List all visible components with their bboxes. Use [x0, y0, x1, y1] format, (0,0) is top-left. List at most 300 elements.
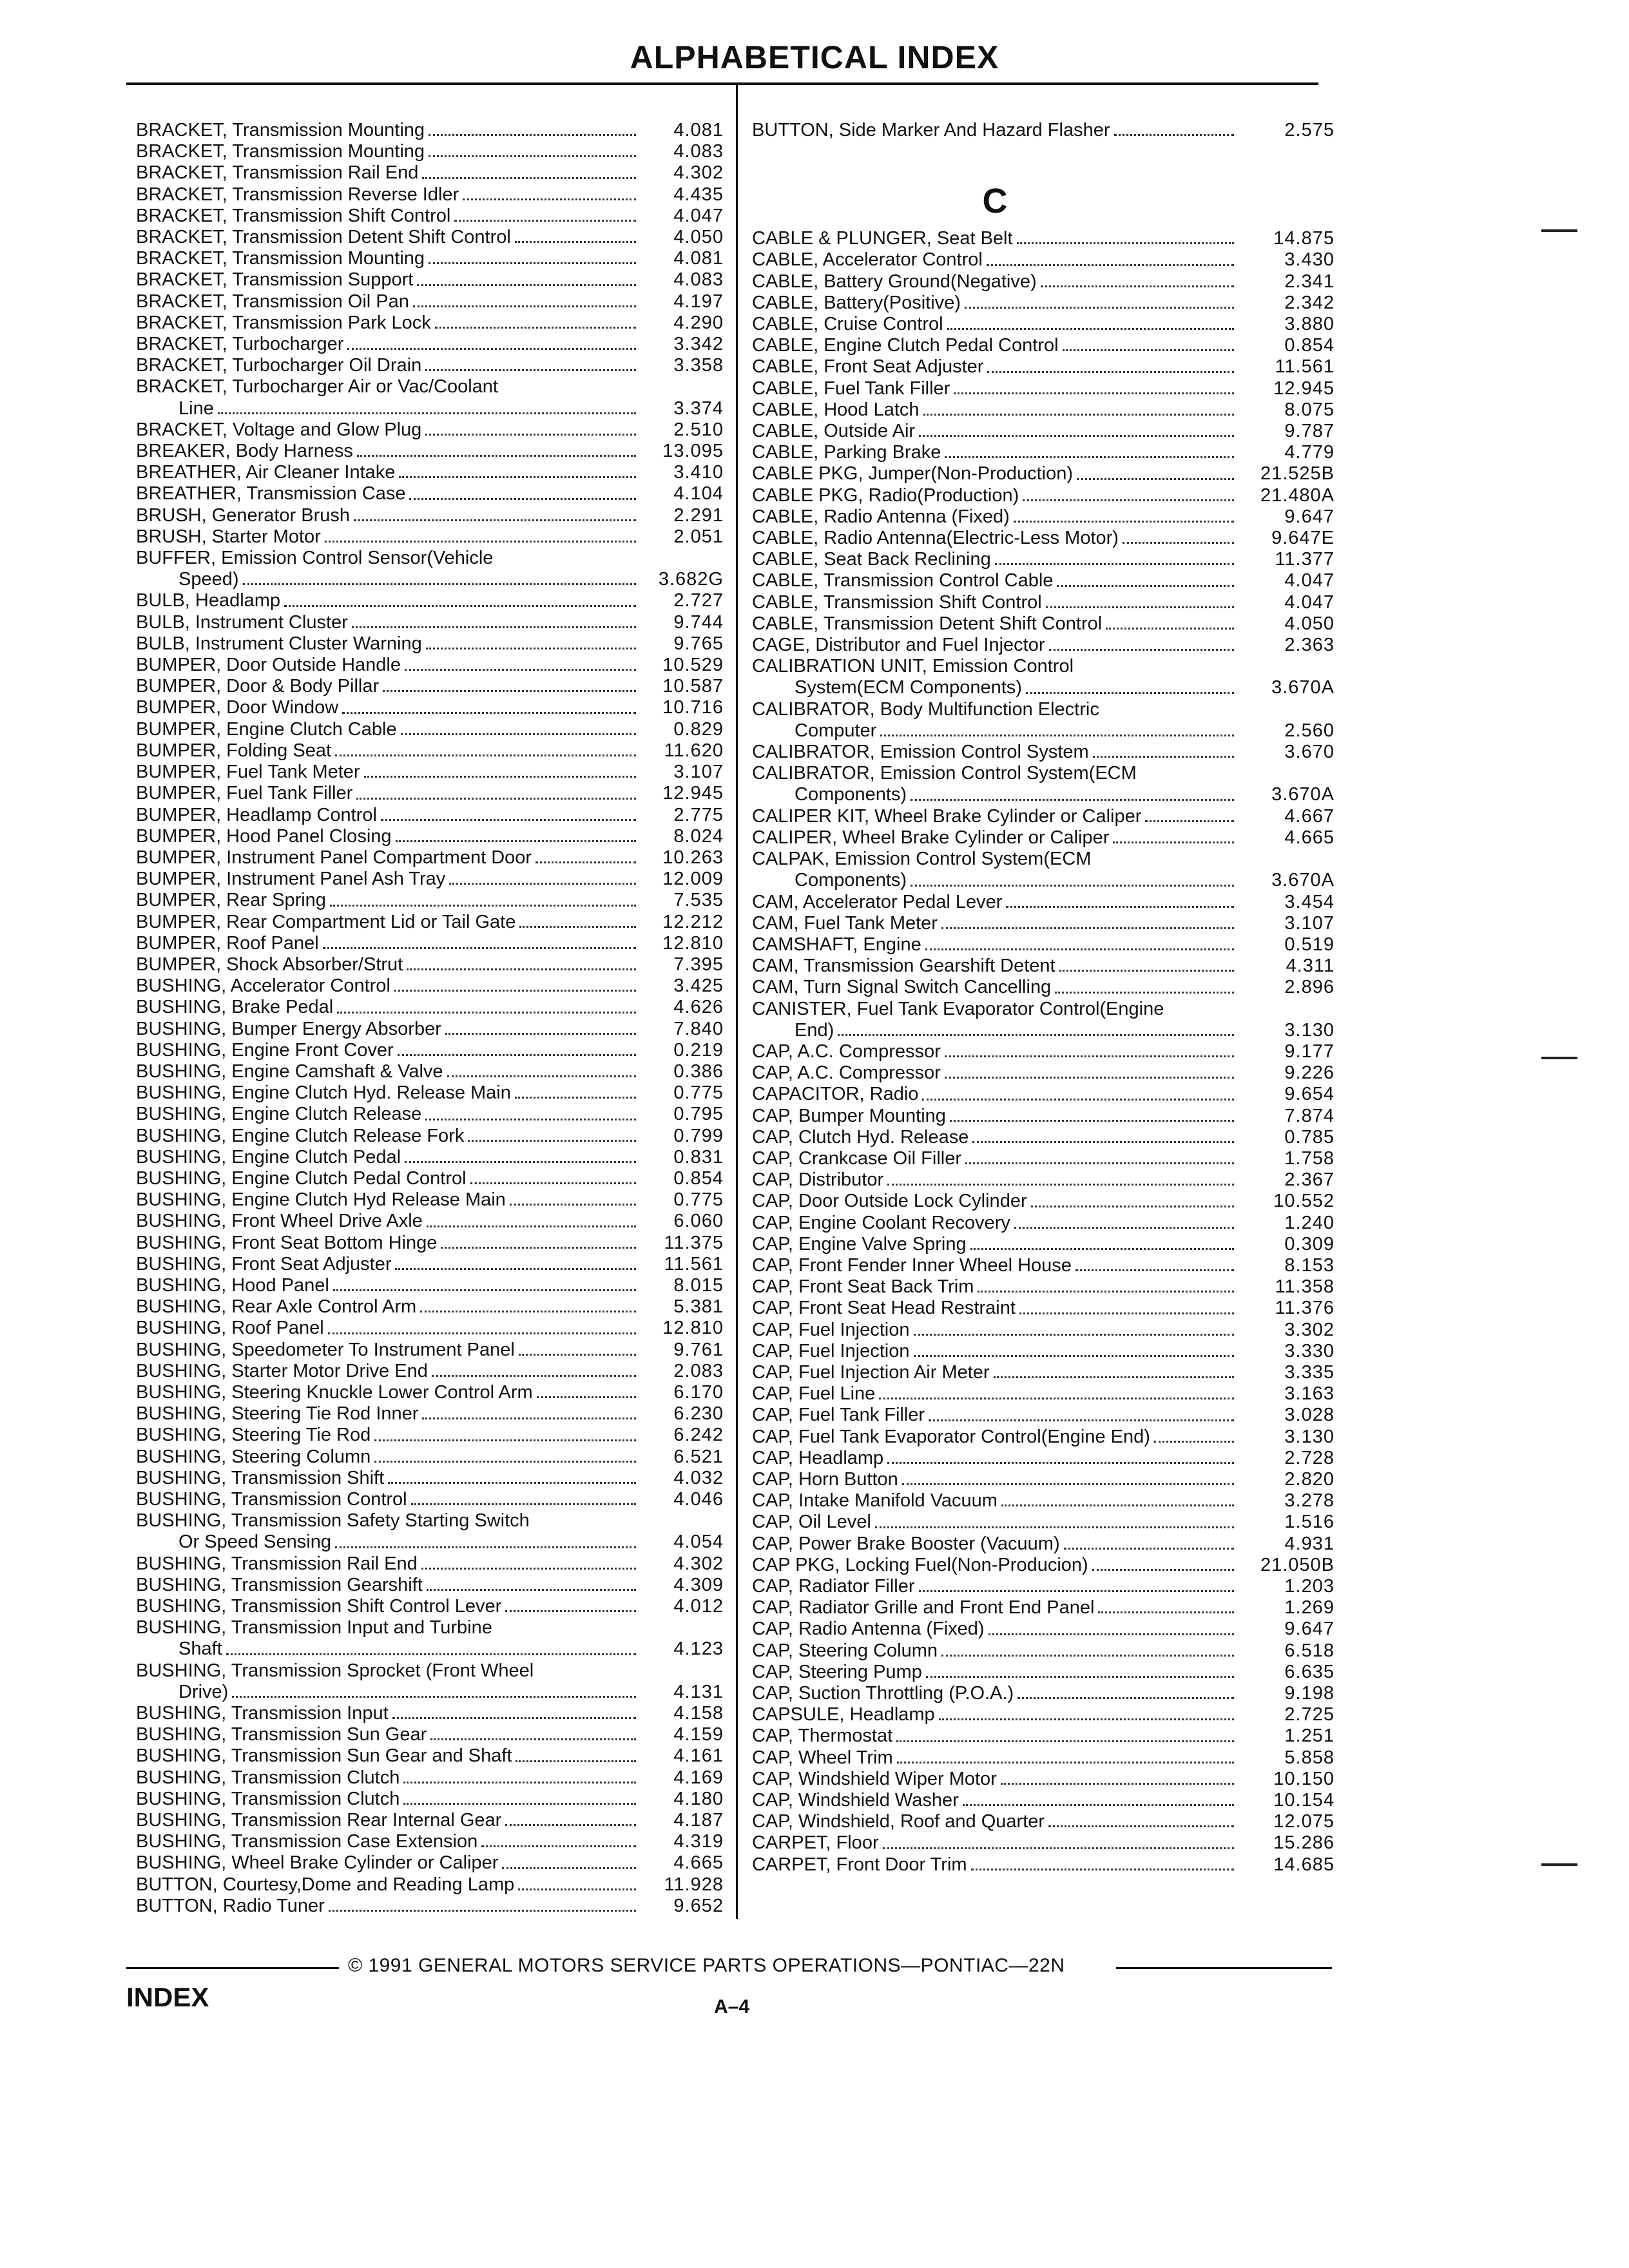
index-entry-page: 4.159	[673, 1724, 724, 1745]
dot-leader	[963, 1804, 1234, 1806]
index-entry	[752, 1662, 1335, 1683]
dot-leader	[356, 798, 636, 800]
index-entry-name: BUSHING, Steering Column	[136, 1446, 371, 1467]
index-entry	[752, 1298, 1335, 1319]
index-entry-name: CAP, Radiator Filler	[752, 1576, 915, 1597]
index-entry-page: 11.561	[664, 1253, 724, 1274]
dot-leader	[427, 1225, 636, 1227]
dot-leader	[426, 648, 636, 649]
dot-leader	[425, 434, 636, 436]
index-entry-page: 9.761	[673, 1339, 724, 1360]
index-entry	[136, 1318, 724, 1339]
index-entry-name: BUSHING, Steering Tie Rod	[136, 1425, 371, 1446]
index-entry-name: BRACKET, Turbocharger Air or Vac/Coolant	[136, 376, 498, 398]
dot-leader	[352, 626, 636, 628]
dot-leader	[1019, 1312, 1234, 1314]
index-entry	[752, 1790, 1335, 1811]
index-entry-name: CAP, Steering Pump	[752, 1661, 922, 1682]
index-entry	[136, 462, 724, 483]
index-entry	[752, 913, 1335, 934]
index-entry	[752, 1062, 1335, 1084]
dot-leader	[218, 412, 636, 414]
index-entry	[752, 1341, 1335, 1362]
dot-leader	[413, 305, 636, 307]
index-entry	[136, 162, 724, 184]
index-entry-page: 11.358	[1275, 1276, 1335, 1298]
index-entry	[752, 528, 1335, 549]
index-entry-page: 4.319	[673, 1831, 724, 1852]
index-entry-page: 0.795	[673, 1104, 724, 1125]
index-entry	[136, 291, 724, 312]
index-entry-name: CAP, Radiator Grille and Front End Panel	[752, 1597, 1095, 1619]
index-entry	[752, 1191, 1335, 1212]
index-entry-page: 3.410	[673, 462, 724, 483]
index-entry	[752, 1747, 1335, 1769]
index-entry-page: 0.309	[1284, 1233, 1335, 1254]
index-entry	[752, 1169, 1335, 1191]
dot-leader	[887, 1184, 1234, 1186]
index-entry-page: 4.158	[673, 1703, 724, 1724]
index-entry-name: BRACKET, Transmission Support	[136, 269, 414, 291]
index-entry-page: 4.311	[1286, 956, 1335, 977]
dot-leader	[1064, 1548, 1234, 1550]
dot-leader	[243, 583, 636, 585]
index-entry-page: 9.647	[1284, 506, 1335, 527]
index-entry-page: 8.075	[1284, 399, 1335, 420]
dot-leader	[1014, 521, 1234, 523]
index-entry	[752, 613, 1335, 635]
index-entry-name: CALIBRATOR, Emission Control System(ECM	[752, 763, 1137, 784]
index-entry-name: BUSHING, Steering Tie Rod Inner	[136, 1403, 419, 1425]
index-entry-page: 8.015	[673, 1274, 724, 1296]
dot-leader	[1154, 1441, 1234, 1443]
index-entry	[136, 1275, 724, 1296]
index-entry	[752, 1383, 1335, 1405]
dot-leader	[435, 327, 636, 329]
dot-leader	[420, 1311, 636, 1312]
index-entry-page: 3.670	[1284, 742, 1335, 763]
dot-leader	[425, 1119, 636, 1120]
margin-tick-mark	[1541, 1057, 1577, 1059]
index-entry-page: 7.874	[1284, 1105, 1335, 1126]
index-entry-name: CAP, Front Fender Inner Wheel House	[752, 1254, 1072, 1276]
index-entry-name: BUSHING, Wheel Brake Cylinder or Caliper	[136, 1852, 499, 1874]
index-entry-page: 3.342	[673, 334, 724, 355]
index-entry	[136, 419, 724, 441]
index-entry-page: 3.130	[1284, 1019, 1335, 1041]
index-entry-page: 6.170	[673, 1381, 724, 1403]
index-entry-page: 5.858	[1284, 1747, 1335, 1768]
dot-leader	[328, 1332, 636, 1334]
index-entry	[136, 1596, 724, 1617]
dot-leader	[1098, 1611, 1234, 1613]
dot-leader	[502, 1867, 636, 1869]
index-entry-page: 1.516	[1284, 1512, 1335, 1533]
index-entry-name: BRACKET, Transmission Park Lock	[136, 312, 431, 333]
dot-leader	[941, 927, 1234, 929]
index-entry	[752, 271, 1335, 293]
index-entry-name: BUSHING, Speedometer To Instrument Panel	[136, 1339, 515, 1360]
index-entry-name: BUSHING, Hood Panel	[136, 1274, 329, 1296]
index-entry-page: 4.047	[1284, 591, 1335, 613]
index-entry-name: BUMPER, Hood Panel Closing	[136, 825, 392, 847]
index-entry	[752, 827, 1335, 849]
dot-leader	[481, 1845, 636, 1847]
index-entry	[136, 1361, 724, 1382]
index-entry-page: 1.269	[1284, 1597, 1335, 1619]
index-entry-page: 9.765	[673, 633, 724, 654]
index-entry-name: CAP, Fuel Tank Evaporator Control(Engine End)	[752, 1426, 1150, 1447]
index-entry-page: 0.854	[1284, 335, 1335, 356]
index-entry-page: 6.060	[673, 1211, 724, 1232]
index-entry	[752, 1854, 1335, 1876]
index-entry-page: 4.012	[673, 1596, 724, 1617]
dot-leader	[1017, 242, 1234, 244]
dot-leader	[335, 754, 636, 756]
index-entry-name: CABLE, Fuel Tank Filler	[752, 378, 950, 399]
index-entry	[136, 954, 724, 975]
index-entry-page: 4.050	[1284, 613, 1335, 634]
dot-leader	[945, 1055, 1234, 1057]
index-entry-page: 1.240	[1284, 1212, 1335, 1233]
index-entry-name: BUSHING, Engine Clutch Hyd. Release Main	[136, 1082, 511, 1104]
index-entry-page: 0.219	[673, 1039, 724, 1061]
index-entry	[752, 1725, 1335, 1747]
index-entry-name: CAMSHAFT, Engine	[752, 934, 921, 955]
index-entry	[752, 870, 1335, 891]
index-entry-page: 10.552	[1273, 1191, 1335, 1212]
index-entry-name: BUSHING, Engine Clutch Hyd Release Main	[136, 1189, 506, 1211]
index-entry-name: BUSHING, Transmission Shift Control Lever	[136, 1596, 502, 1617]
index-entry-name: CALIPER KIT, Wheel Brake Cylinder or Caliper	[752, 805, 1142, 827]
index-entry-name: CAP, Fuel Injection	[752, 1319, 910, 1340]
index-entry-name: CAP, Fuel Tank Filler	[752, 1405, 925, 1426]
dot-leader	[429, 262, 636, 264]
index-entry	[136, 355, 724, 376]
index-entry-name: CABLE & PLUNGER, Seat Belt	[752, 228, 1013, 249]
index-entry-page: 2.363	[1284, 635, 1335, 656]
index-entry-name: BRACKET, Transmission Mounting	[136, 120, 425, 140]
index-entry-page: 4.047	[673, 205, 724, 226]
dot-leader	[333, 1289, 636, 1291]
index-entry-page: 11.928	[664, 1874, 724, 1895]
index-entry-name: BUSHING, Front Seat Bottom Hinge	[136, 1232, 438, 1253]
index-entry-name: Speed)	[178, 569, 239, 590]
index-entry-name: BUSHING, Brake Pedal	[136, 997, 334, 1018]
index-entry-page: 4.081	[673, 120, 724, 140]
index-entry-name: CABLE, Transmission Detent Shift Control	[752, 613, 1103, 634]
index-entry-name: CARPET, Front Door Trim	[752, 1854, 967, 1875]
dot-leader	[879, 1398, 1234, 1399]
index-entry	[752, 956, 1335, 977]
index-entry	[752, 1469, 1335, 1490]
index-entry-name: BREAKER, Body Harness	[136, 441, 353, 462]
index-entry-name: BUSHING, Transmission Sun Gear and Shaft	[136, 1745, 512, 1767]
index-entry-name: CALIBRATION UNIT, Emission Control	[752, 656, 1074, 677]
index-entry-name: Drive)	[178, 1681, 229, 1702]
dot-leader	[364, 776, 636, 778]
index-entry-page: 12.009	[662, 869, 724, 890]
dot-leader	[445, 1033, 636, 1035]
dot-leader	[383, 690, 636, 692]
index-entry-page: 3.107	[1284, 912, 1335, 934]
dot-leader	[978, 1291, 1234, 1293]
dot-leader	[535, 861, 636, 863]
dot-leader	[1001, 1783, 1234, 1785]
index-entry-name: BUSHING, Transmission Case Extension	[136, 1831, 478, 1852]
index-entry	[136, 975, 724, 997]
index-entry	[752, 1127, 1335, 1148]
index-entry	[136, 1019, 724, 1040]
index-entry-name: BUSHING, Bumper Energy Absorber	[136, 1018, 441, 1039]
index-entry-name: Computer	[795, 720, 877, 741]
index-entry	[752, 314, 1335, 335]
index-entry-page: 9.647	[1284, 1619, 1335, 1640]
index-entry-page: 0.775	[673, 1189, 724, 1211]
index-entry	[136, 248, 724, 269]
index-entry-page: 3.670A	[1271, 784, 1335, 805]
index-entry-page: 9.226	[1284, 1062, 1335, 1084]
index-entry	[136, 1061, 724, 1082]
dot-leader	[411, 1503, 636, 1505]
index-entry	[136, 334, 724, 355]
dot-leader	[972, 1141, 1234, 1143]
index-entry	[136, 1189, 724, 1211]
index-entry	[136, 1082, 724, 1104]
index-entry-name: BRUSH, Generator Brush	[136, 505, 351, 526]
index-entry	[136, 1682, 724, 1703]
index-entry-page: 11.376	[1275, 1298, 1335, 1319]
index-entry-name: CABLE, Battery(Positive)	[752, 292, 961, 313]
index-entry	[752, 1555, 1335, 1576]
index-entry-name: End)	[795, 1019, 834, 1041]
index-entry-name: BUTTON, Radio Tuner	[136, 1895, 325, 1916]
index-entry-page: 21.050B	[1260, 1554, 1335, 1575]
index-entry-page: 9.652	[673, 1895, 724, 1916]
right-index-list	[752, 228, 1335, 1876]
index-entry-name: CAP, Headlamp	[752, 1447, 884, 1468]
dot-leader	[987, 371, 1234, 373]
index-entry	[752, 763, 1335, 784]
index-entry	[136, 1468, 724, 1489]
index-entry-page: 4.169	[673, 1767, 724, 1788]
dot-leader	[417, 284, 636, 286]
index-entry	[136, 141, 724, 162]
dot-leader	[929, 1419, 1234, 1421]
index-entry-name: BUSHING, Transmission Gearshift	[136, 1574, 423, 1595]
index-entry	[136, 312, 724, 334]
index-entry-page: 4.083	[673, 269, 724, 291]
index-entry	[752, 293, 1335, 314]
index-entry-name: Components)	[795, 870, 907, 891]
index-entry	[752, 1255, 1335, 1276]
index-entry-page: 9.787	[1284, 421, 1335, 442]
dot-leader	[463, 198, 636, 200]
index-entry	[752, 1769, 1335, 1790]
index-entry-name: BUSHING, Transmission Sun Gear	[136, 1724, 427, 1745]
page-title: ALPHABETICAL INDEX	[630, 39, 999, 75]
index-entry	[136, 933, 724, 954]
index-entry-name: BUMPER, Instrument Panel Compartment Door	[136, 847, 532, 868]
index-entry-page: 3.278	[1284, 1490, 1335, 1512]
index-entry-page: 4.083	[673, 141, 724, 162]
index-entry-page: 11.620	[664, 740, 724, 761]
index-entry	[752, 378, 1335, 399]
index-entry-name: CAP, Fuel Line	[752, 1383, 876, 1405]
index-entry	[752, 1427, 1335, 1448]
index-entry-page: 15.286	[1273, 1832, 1335, 1854]
index-entry-page: 2.341	[1284, 271, 1335, 292]
index-entry-page: 2.896	[1284, 977, 1335, 998]
index-entry	[136, 869, 724, 890]
margin-tick-mark	[1541, 1863, 1577, 1866]
dot-leader	[971, 1869, 1234, 1870]
index-entry-page: 2.775	[673, 804, 724, 825]
index-entry-name: BUTTON, Side Marker And Hazard Flasher	[752, 120, 1110, 140]
index-entry	[752, 720, 1335, 742]
index-entry	[752, 999, 1335, 1020]
index-entry-page: 3.302	[1284, 1319, 1335, 1340]
index-entry-page: 2.725	[1284, 1704, 1335, 1725]
index-entry	[136, 1168, 724, 1189]
index-entry	[752, 1405, 1335, 1426]
index-entry	[136, 1767, 724, 1789]
dot-leader	[950, 1120, 1234, 1122]
dot-leader	[1023, 499, 1234, 501]
index-entry	[136, 1724, 724, 1745]
index-entry	[136, 633, 724, 655]
index-entry-page: 11.561	[1275, 356, 1335, 378]
index-entry-name: CAP, Windshield Washer	[752, 1790, 959, 1811]
index-entry-page: 10.263	[662, 847, 724, 868]
dot-leader	[409, 498, 636, 500]
dot-leader	[407, 968, 636, 970]
index-entry-page: 3.430	[1284, 249, 1335, 271]
index-entry	[136, 1104, 724, 1125]
index-entry	[752, 977, 1335, 998]
index-entry-page: 4.131	[673, 1681, 724, 1702]
dot-leader	[1026, 692, 1234, 694]
index-entry-name: CAM, Turn Signal Switch Cancelling	[752, 977, 1052, 998]
index-entry	[136, 120, 724, 141]
dot-leader	[914, 1355, 1235, 1357]
index-entry-page: 13.095	[662, 441, 724, 462]
index-entry-name: Line	[178, 398, 214, 419]
index-entry-name: BRACKET, Transmission Oil Pan	[136, 291, 409, 312]
dot-leader	[838, 1034, 1234, 1036]
dot-leader	[994, 1376, 1234, 1378]
dot-leader	[421, 1568, 636, 1570]
index-entry	[752, 1683, 1335, 1704]
index-entry-page: 6.518	[1284, 1640, 1335, 1661]
index-entry-page: 12.945	[662, 783, 724, 804]
index-entry	[752, 356, 1335, 378]
dot-leader	[325, 541, 636, 543]
index-entry-page: 3.107	[673, 762, 724, 783]
dot-leader	[875, 1526, 1234, 1528]
dot-leader	[939, 1718, 1234, 1720]
index-entry-page: 4.302	[673, 1553, 724, 1574]
dot-leader	[1077, 478, 1234, 480]
dot-leader	[425, 369, 636, 371]
index-entry-name: BUMPER, Headlamp Control	[136, 804, 377, 825]
index-entry-name: CABLE, Outside Air	[752, 421, 916, 442]
index-entry-page: 3.454	[1284, 891, 1335, 912]
index-entry-page: 4.047	[1284, 570, 1335, 591]
index-entry-name: BUSHING, Transmission Input and Turbine	[136, 1617, 492, 1639]
index-entry-page: 2.820	[1284, 1468, 1335, 1490]
index-entry-name: CAP, Thermostat	[752, 1725, 893, 1747]
index-entry	[136, 1233, 724, 1254]
index-entry	[752, 463, 1335, 485]
index-entry	[752, 699, 1335, 720]
index-entry	[136, 740, 724, 762]
index-entry	[136, 526, 724, 548]
dot-leader	[970, 1248, 1234, 1250]
index-entry-name: BUSHING, Transmission Control	[136, 1489, 407, 1510]
index-entry	[136, 1745, 724, 1767]
index-entry	[136, 1446, 724, 1468]
index-entry-page: 2.575	[1284, 120, 1335, 140]
dot-leader	[1106, 628, 1234, 629]
index-entry	[136, 1532, 724, 1553]
index-entry	[136, 655, 724, 676]
index-entry-name: BREATHER, Air Cleaner Intake	[136, 462, 396, 483]
dot-leader	[399, 476, 636, 478]
dot-leader	[398, 1054, 636, 1056]
dot-leader	[468, 1140, 636, 1142]
index-entry-page: 2.342	[1284, 292, 1335, 313]
index-entry-page: 9.177	[1284, 1041, 1335, 1062]
dot-leader	[347, 348, 636, 350]
dot-leader	[1014, 1227, 1234, 1229]
index-entry	[752, 1832, 1335, 1854]
index-entry-page: 6.242	[673, 1425, 724, 1446]
index-entry-name: BUSHING, Front Seat Adjuster	[136, 1253, 392, 1274]
index-entry-name: CABLE, Cruise Control	[752, 314, 943, 335]
dot-leader	[1055, 992, 1234, 994]
dot-leader	[945, 1077, 1234, 1079]
index-entry-page: 1.251	[1284, 1725, 1335, 1747]
dot-leader	[396, 840, 636, 842]
index-entry	[752, 249, 1335, 271]
index-entry-name: Shaft	[178, 1639, 222, 1660]
index-entry	[752, 335, 1335, 356]
index-entry-page: 0.854	[673, 1168, 724, 1189]
dot-leader	[515, 241, 636, 243]
index-entry-page: 12.810	[662, 1318, 724, 1339]
index-entry	[752, 1084, 1335, 1105]
index-entry	[752, 1448, 1335, 1469]
index-entry-name: CAP, Engine Valve Spring	[752, 1233, 967, 1254]
index-entry-name: CAP, A.C. Compressor	[752, 1062, 941, 1084]
index-entry	[136, 1831, 724, 1852]
dot-leader	[1048, 1825, 1234, 1827]
dot-leader	[510, 1204, 636, 1206]
index-entry-page: 3.425	[673, 975, 724, 997]
index-entry-page: 12.810	[662, 932, 724, 954]
index-entry-page: 2.291	[673, 505, 724, 526]
dot-leader	[342, 712, 636, 714]
dot-leader	[454, 220, 636, 222]
dot-leader	[995, 563, 1234, 565]
index-entry-name: BREATHER, Transmission Case	[136, 483, 406, 505]
dot-leader	[1001, 1504, 1234, 1506]
index-entry-name: CANISTER, Fuel Tank Evaporator Control(Engine	[752, 998, 1164, 1019]
dot-leader	[323, 947, 636, 949]
dot-leader	[1057, 585, 1234, 587]
index-entry-name: CABLE, Transmission Control Cable	[752, 570, 1054, 591]
